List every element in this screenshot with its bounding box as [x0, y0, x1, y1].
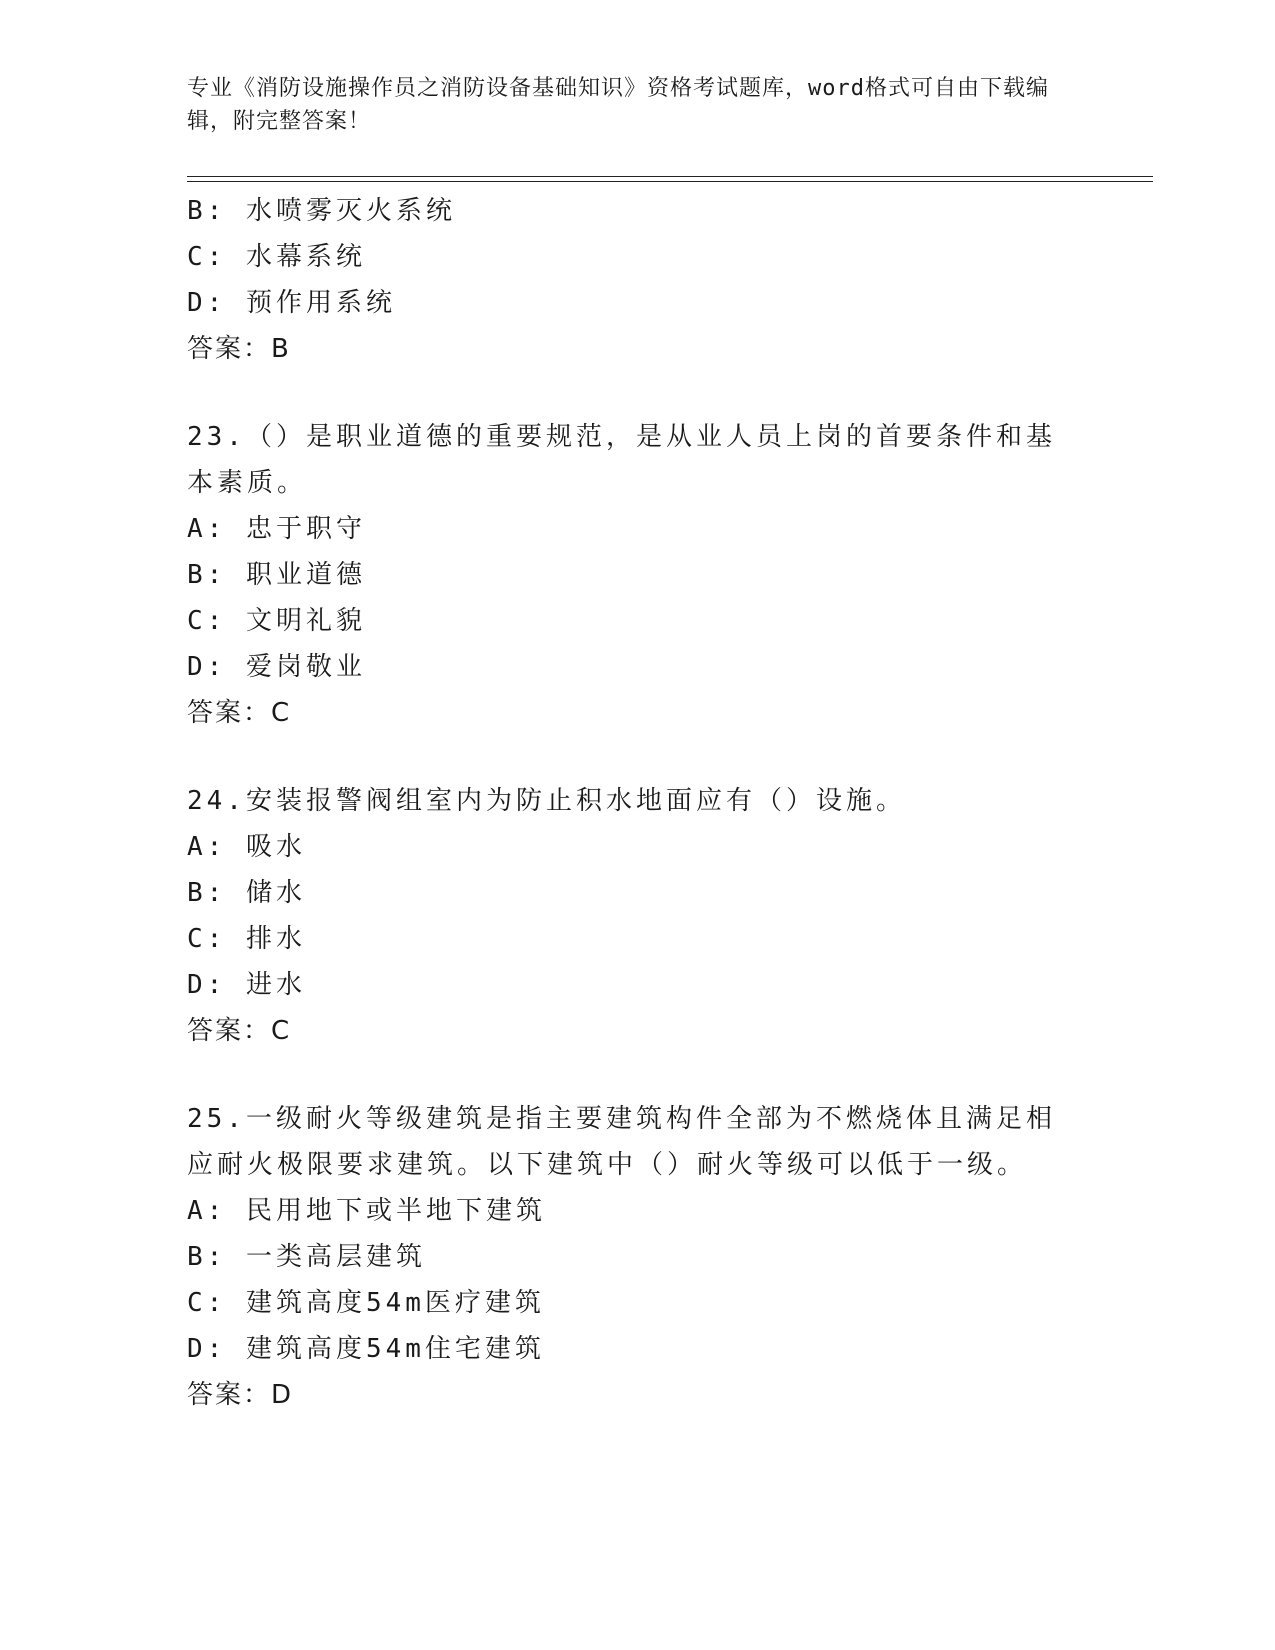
- question-22-tail: [187, 188, 1087, 372]
- option-c: C: 水幕系统: [187, 242, 366, 272]
- question-list: [187, 188, 1087, 1418]
- answer: 答案：B: [187, 334, 291, 364]
- option-d: D: 进水: [187, 970, 306, 1000]
- option-b: B: 一类高层建筑: [187, 1242, 426, 1272]
- option-c: C: 建筑高度54m医疗建筑: [187, 1288, 545, 1318]
- header-divider-bottom: [187, 181, 1153, 182]
- option-b: B: 储水: [187, 878, 306, 908]
- answer: 答案：C: [187, 698, 292, 728]
- question-25: [187, 1096, 1087, 1418]
- header-divider-top: [187, 176, 1153, 177]
- option-b: B: 职业道德: [187, 560, 366, 590]
- question-24: [187, 778, 1087, 1054]
- option-b: B: 水喷雾灭火系统: [187, 196, 456, 226]
- option-d: D: 建筑高度54m住宅建筑: [187, 1334, 545, 1364]
- option-c: C: 排水: [187, 924, 306, 954]
- question-stem: 24.安装报警阀组室内为防止积水地面应有（）设施。: [187, 786, 906, 816]
- document-header: 专业《消防设施操作员之消防设备基础知识》资格考试题库，word格式可自由下载编辑，附完整答案！: [187, 76, 1049, 134]
- option-d: D: 爱岗敬业: [187, 652, 366, 682]
- option-a: A: 忠于职守: [187, 514, 366, 544]
- option-a: A: 吸水: [187, 832, 306, 862]
- option-c: C: 文明礼貌: [187, 606, 366, 636]
- option-a: A: 民用地下或半地下建筑: [187, 1196, 546, 1226]
- answer: 答案：C: [187, 1016, 292, 1046]
- question-stem: 25.一级耐火等级建筑是指主要建筑构件全部为不燃烧体且满足相应耐火极限要求建筑。以下建筑中（）耐火等级可以低于一级。: [187, 1104, 1056, 1180]
- question-stem: 23.（）是职业道德的重要规范，是从业人员上岗的首要条件和基本素质。: [187, 422, 1056, 498]
- answer: 答案：D: [187, 1380, 294, 1410]
- option-d: D: 预作用系统: [187, 288, 396, 318]
- question-23: [187, 414, 1087, 736]
